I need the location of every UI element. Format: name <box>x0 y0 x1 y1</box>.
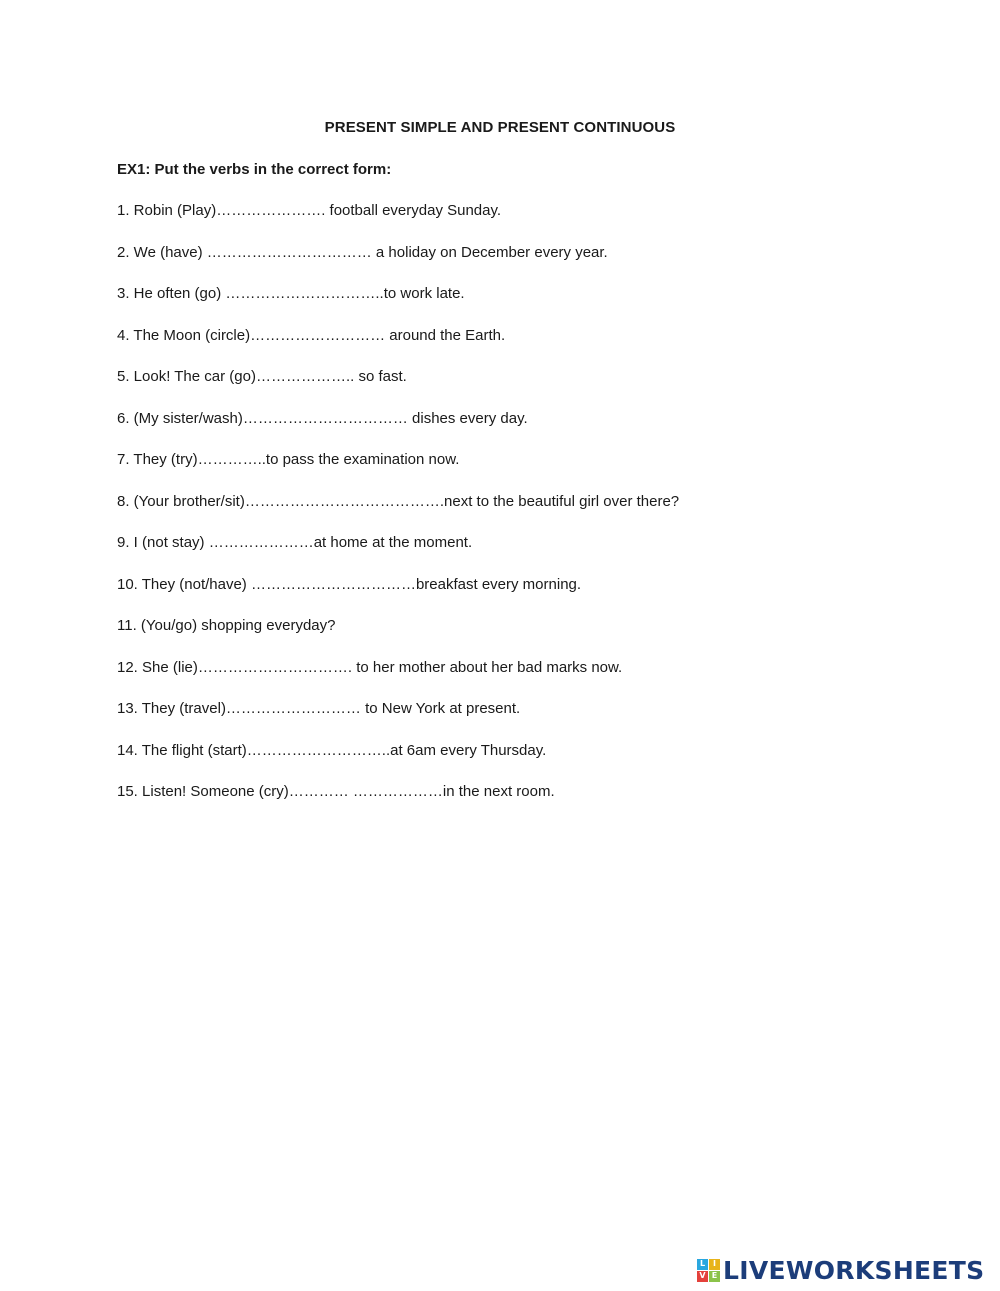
exercise-item-1: 1. Robin (Play)…………………. football everyday Sunday. <box>117 202 502 219</box>
exercise-item-8: 8. (Your brother/sit)………………………………….next to the beautiful girl over there? <box>117 492 680 510</box>
logo-blocks-icon <box>697 1259 720 1282</box>
logo-block-e: E <box>709 1271 720 1282</box>
exercise-item-12: 12. She (lie)…………………………. to her mother about her bad marks now. <box>117 658 623 676</box>
logo-block-l: L <box>697 1259 708 1270</box>
page-title: PRESENT SIMPLE AND PRESENT CONTINUOUS <box>324 119 676 136</box>
exercise-item-10: 10. They (not/have) ……………………………breakfast every morning. <box>117 575 582 593</box>
exercise-list <box>117 202 679 825</box>
exercise-item-5: 5. Look! The car (go)……………….. so fast. <box>117 368 407 385</box>
exercise-item-7: 7. They (try)…………..to pass the examination now. <box>117 451 460 468</box>
logo-block-v: V <box>697 1271 708 1282</box>
exercise-item-2: 2. We (have) …………………………… a holiday on December every year. <box>117 243 608 261</box>
logo-text: LIVEWORKSHEETS <box>723 1255 985 1285</box>
exercise-item-4: 4. The Moon (circle)……………………… around the Earth. <box>117 326 506 344</box>
exercise-instruction: EX1: Put the verbs in the correct form: <box>117 161 392 178</box>
exercise-item-9: 9. I (not stay) …………………at home at the moment. <box>117 534 473 551</box>
logo-block-i: I <box>709 1259 720 1270</box>
exercise-item-11: 11. (You/go) shopping everyday? <box>117 617 336 634</box>
exercise-item-6: 6. (My sister/wash)…………………………… dishes every day. <box>117 409 528 427</box>
exercise-item-3: 3. He often (go) …………………………..to work late. <box>117 285 465 302</box>
exercise-item-13: 13. They (travel)……………………… to New York at present. <box>117 700 521 717</box>
exercise-item-15: 15. Listen! Someone (cry)………… ………………in the next room. <box>117 783 555 800</box>
exercise-item-14: 14. The flight (start)………………………..at 6am every Thursday. <box>117 741 547 759</box>
liveworksheets-logo <box>697 1256 984 1284</box>
